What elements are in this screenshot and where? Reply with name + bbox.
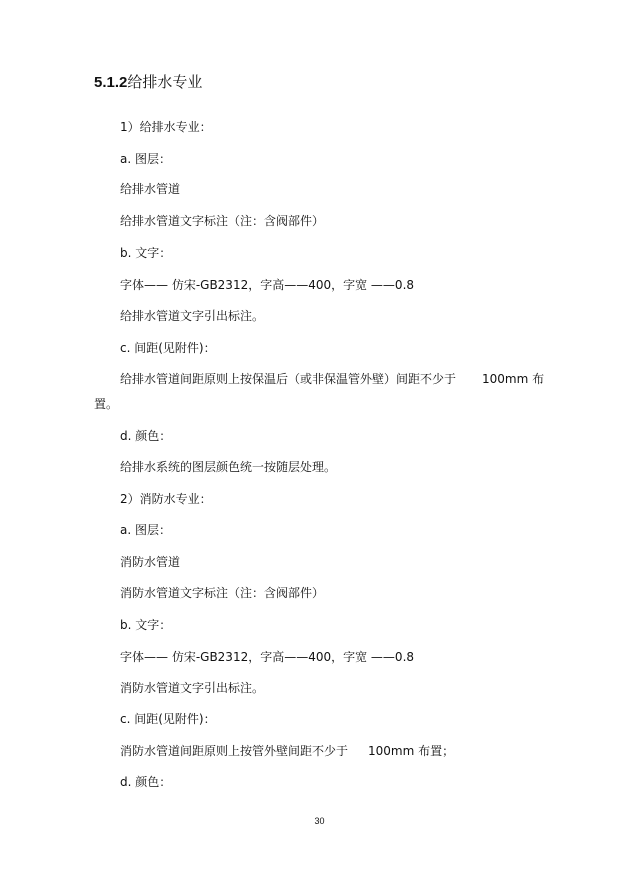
paragraph-text-label: b. 文字： <box>120 246 172 260</box>
section-heading <box>94 72 202 93</box>
paragraph-fire-text-label: b. 文字： <box>120 618 172 632</box>
paragraph-fire-spacing-rule <box>120 743 454 759</box>
paragraph-fire-font-spec: 字体—— 仿宋-GB2312，字高——400，字宽 ——0.8 <box>120 650 415 664</box>
paragraph-fire-layer-annotation: 消防水管道文字标注（注：含阀部件） <box>120 586 325 600</box>
paragraph-leader-annotation: 给排水管道文字引出标注。 <box>120 309 265 323</box>
paragraph-spacing-rule <box>120 371 544 387</box>
paragraph-spacing-rule-tail: 置。 <box>94 397 119 411</box>
paragraph-font-spec: 字体—— 仿宋-GB2312，字高——400，字宽 ——0.8 <box>120 278 415 292</box>
paragraph-fire-color-label: d. 颜色： <box>120 775 172 789</box>
spacing-rule-value: 100mm 布 <box>482 372 545 386</box>
section-number: 5.1.2 <box>94 74 128 91</box>
paragraph-fire-spacing-label: c. 间距(见附件)： <box>120 712 216 726</box>
paragraph-color-label: d. 颜色： <box>120 429 172 443</box>
paragraph-layer-label: a. 图层： <box>120 152 171 166</box>
fire-spacing-rule-text: 消防水管道间距原则上按管外壁间距不少于 <box>120 744 349 758</box>
paragraph-layer-annotation: 给排水管道文字标注（注：含阀部件） <box>120 214 325 228</box>
page-number: 30 <box>314 816 325 826</box>
fire-spacing-rule-value: 100mm 布置； <box>368 744 455 758</box>
paragraph-fire-water-header: 2）消防水专业： <box>120 492 212 506</box>
paragraph-layer-pipe: 给排水管道 <box>120 182 181 196</box>
paragraph-fire-layer-pipe: 消防水管道 <box>120 555 181 569</box>
paragraph-water-supply-header: 1）给排水专业： <box>120 120 212 134</box>
spacing-rule-text: 给排水管道间距原则上按保温后（或非保温管外壁）间距不少于 <box>120 372 457 386</box>
paragraph-spacing-label: c. 间距(见附件)： <box>120 341 216 355</box>
paragraph-color-rule: 给排水系统的图层颜色统一按随层处理。 <box>120 460 337 474</box>
paragraph-fire-leader-annotation: 消防水管道文字引出标注。 <box>120 681 265 695</box>
paragraph-fire-layer-label: a. 图层： <box>120 523 171 537</box>
section-title: 给排水专业 <box>127 73 203 91</box>
